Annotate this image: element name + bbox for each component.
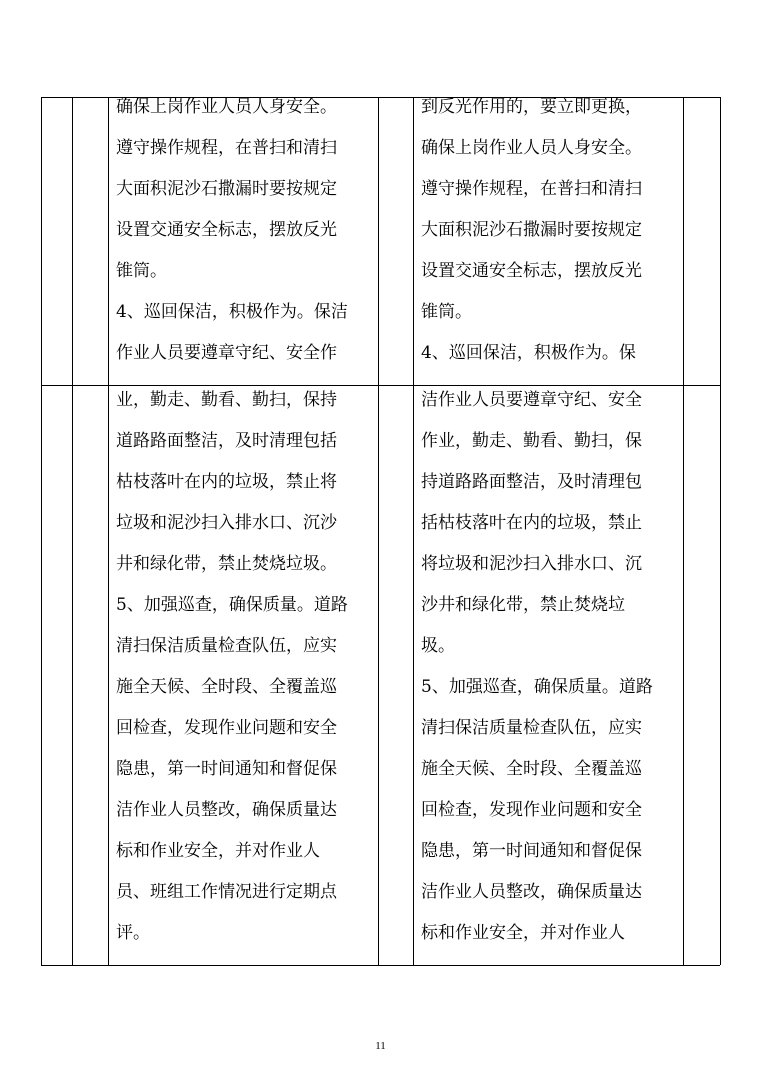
text-line: 遵守操作规程，在普扫和清扫: [421, 179, 642, 199]
text-line: 括枯枝落叶在内的垃圾，禁止: [421, 513, 642, 533]
text-line: 标和作业安全，并对作业人: [116, 841, 320, 861]
text-line: 5、加强巡查，确保质量。道路: [116, 595, 348, 615]
text-line: 持道路路面整洁，及时清理包: [421, 472, 642, 492]
text-line: 道路路面整洁，及时清理包括: [116, 431, 337, 451]
text-line: 隐患，第一时间通知和督促保: [421, 841, 642, 861]
col-border-6: [683, 97, 684, 965]
text-line: 作业人员要遵章守纪、安全作: [116, 343, 337, 363]
text-line: 5、加强巡查，确保质量。道路: [421, 677, 653, 697]
text-line: 业，勤走、勤看、勤扫，保持: [116, 390, 337, 410]
text-line: 标和作业安全，并对作业人: [421, 923, 625, 943]
text-line: 回检查，发现作业问题和安全: [421, 800, 642, 820]
text-line: 洁作业人员整改，确保质量达: [116, 800, 337, 820]
col-border-1: [41, 97, 42, 965]
text-line: 回检查，发现作业问题和安全: [116, 718, 337, 738]
text-line: 枯枝落叶在内的垃圾，禁止将: [116, 472, 337, 492]
text-line: 4、巡回保洁，积极作为。保: [421, 343, 636, 363]
text-line: 员、班组工作情况进行定期点: [116, 882, 337, 902]
text-line: 锥筒。: [421, 302, 472, 322]
col-border-7: [720, 97, 721, 965]
text-line: 清扫保洁质量检查队伍，应实: [421, 718, 642, 738]
text-line: 锥筒。: [116, 261, 167, 281]
text-line: 施全天候、全时段、全覆盖巡: [421, 759, 642, 779]
text-line: 洁作业人员整改，确保质量达: [421, 882, 642, 902]
text-line: 大面积泥沙石撒漏时要按规定: [116, 179, 337, 199]
table-bottom-border: [41, 965, 720, 966]
text-line: 大面积泥沙石撒漏时要按规定: [421, 220, 642, 240]
text-line: 4、巡回保洁，积极作为。保洁: [116, 302, 348, 322]
col-border-5: [413, 97, 414, 965]
row1-left-text: [116, 87, 348, 374]
text-line: 洁作业人员要遵章守纪、安全: [421, 390, 642, 410]
row2-left-text: [116, 380, 348, 954]
text-line: 到反光作用的，要立即更换，: [421, 97, 642, 117]
col-border-3: [108, 97, 109, 965]
text-line: 设置交通安全标志，摆放反光: [116, 220, 337, 240]
text-line: 确保上岗作业人员人身安全。: [116, 97, 337, 117]
page-number: 11: [375, 1040, 386, 1052]
row2-right-text: [421, 380, 653, 954]
text-line: 遵守操作规程，在普扫和清扫: [116, 138, 337, 158]
text-line: 将垃圾和泥沙扫入排水口、沉: [421, 554, 642, 574]
text-line: 评。: [116, 923, 150, 943]
col-border-4: [378, 97, 379, 965]
text-line: 沙井和绿化带，禁止焚烧垃: [421, 595, 625, 615]
text-line: 井和绿化带，禁止焚烧垃圾。: [116, 554, 337, 574]
row1-right-text: [421, 87, 642, 374]
col-border-2: [72, 97, 73, 965]
text-line: 作业，勤走、勤看、勤扫，保: [421, 431, 642, 451]
text-line: 隐患，第一时间通知和督促保: [116, 759, 337, 779]
text-line: 确保上岗作业人员人身安全。: [421, 138, 642, 158]
text-line: 施全天候、全时段、全覆盖巡: [116, 677, 337, 697]
text-line: 设置交通安全标志，摆放反光: [421, 261, 642, 281]
text-line: 清扫保洁质量检查队伍，应实: [116, 636, 337, 656]
text-line: 圾。: [421, 636, 455, 656]
text-line: 垃圾和泥沙扫入排水口、沉沙: [116, 513, 337, 533]
